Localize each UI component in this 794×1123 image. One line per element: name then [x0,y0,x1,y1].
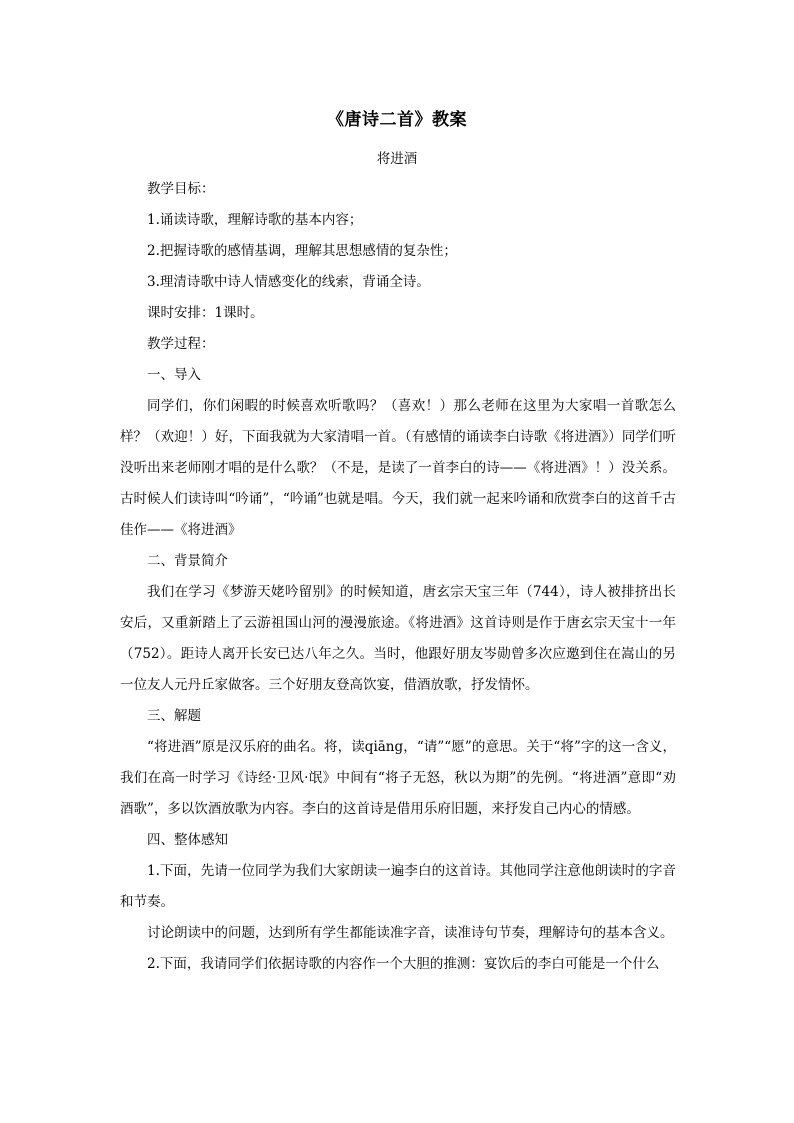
section-paragraph-intro: 同学们，你们闲暇的时候喜欢听歌吗？（喜欢！）那么老师在这里为大家唱一首歌怎么样？（欢迎！）好，下面我就为大家清唱一首。（有感情的诵读李白诗歌《将进酒》）同学们听没听出来老师刚才唱的是什么歌？（不是，是读了一首李白的诗——《将进酒》！）没关系。古时候人们读诗叫“吟诵”，“吟诵”也就是唱。今天，我们就一起来吟诵和欣赏李白的这首千古佳作——《将进酒》 [120,398,676,538]
schedule-line: 课时安排：1课时。 [147,305,264,321]
section-paragraph-reading-3: 2.下面，我请同学们依据诗歌的内容作一个大胆的推测：宴饮后的李白可能是一个什么 [147,956,660,972]
goals-heading: 教学目标： [147,181,215,197]
document-subtitle: 将进酒 [376,151,418,167]
document-body [120,174,676,980]
goal-item-3: 3.理清诗歌中诗人情感变化的线索，背诵全诗。 [147,274,430,290]
section-heading-background: 二、背景简介 [147,553,228,569]
goal-item-2: 2.把握诗歌的感情基调，理解其思想感情的复杂性； [147,243,457,259]
section-heading-title-explanation: 三、解题 [147,708,201,724]
section-paragraph-background: 我们在学习《梦游天姥吟留别》的时候知道，唐玄宗天宝三年（744），诗人被排挤出长安后，又重新踏上了云游祖国山河的漫漫旅途。《将进酒》这首诗则是作于唐玄宗天宝十一年（752）。距诗人离开长安已达八年之久。当时，他跟好朋友岑勋曾多次应邀到住在嵩山的另一位友人元丹丘家做客。三个好朋友登高饮宴，借酒放歌，抒发情怀。 [120,584,676,693]
section-heading-intro: 一、导入 [147,367,201,383]
section-paragraph-title-explanation: “将进酒”原是汉乐府的曲名。将，读qiāng，“请”“愿”的意思。关于“将”字的这一含义，我们在高一时学习《诗经·卫风·氓》中间有“将子无怒，秋以为期”的先例。“将进酒”意即“劝酒歌”，多以饮酒放歌为内容。李白的这首诗是借用乐府旧题，来抒发自己内心的情感。 [120,739,676,817]
section-paragraph-reading-1: 1.下面，先请一位同学为我们大家朗读一遍李白的这首诗。其他同学注意他朗读时的字音和节奏。 [120,863,676,910]
process-heading: 教学过程： [147,336,215,352]
goal-item-1: 1.诵读诗歌，理解诗歌的基本内容； [147,212,363,228]
document-title: 《唐诗二首》教案 [327,110,467,130]
section-paragraph-reading-2: 讨论朗读中的问题，达到所有学生都能读准字音，读准诗句节奏，理解诗句的基本含义。 [147,925,674,941]
section-heading-overall-perception: 四、整体感知 [147,832,228,848]
